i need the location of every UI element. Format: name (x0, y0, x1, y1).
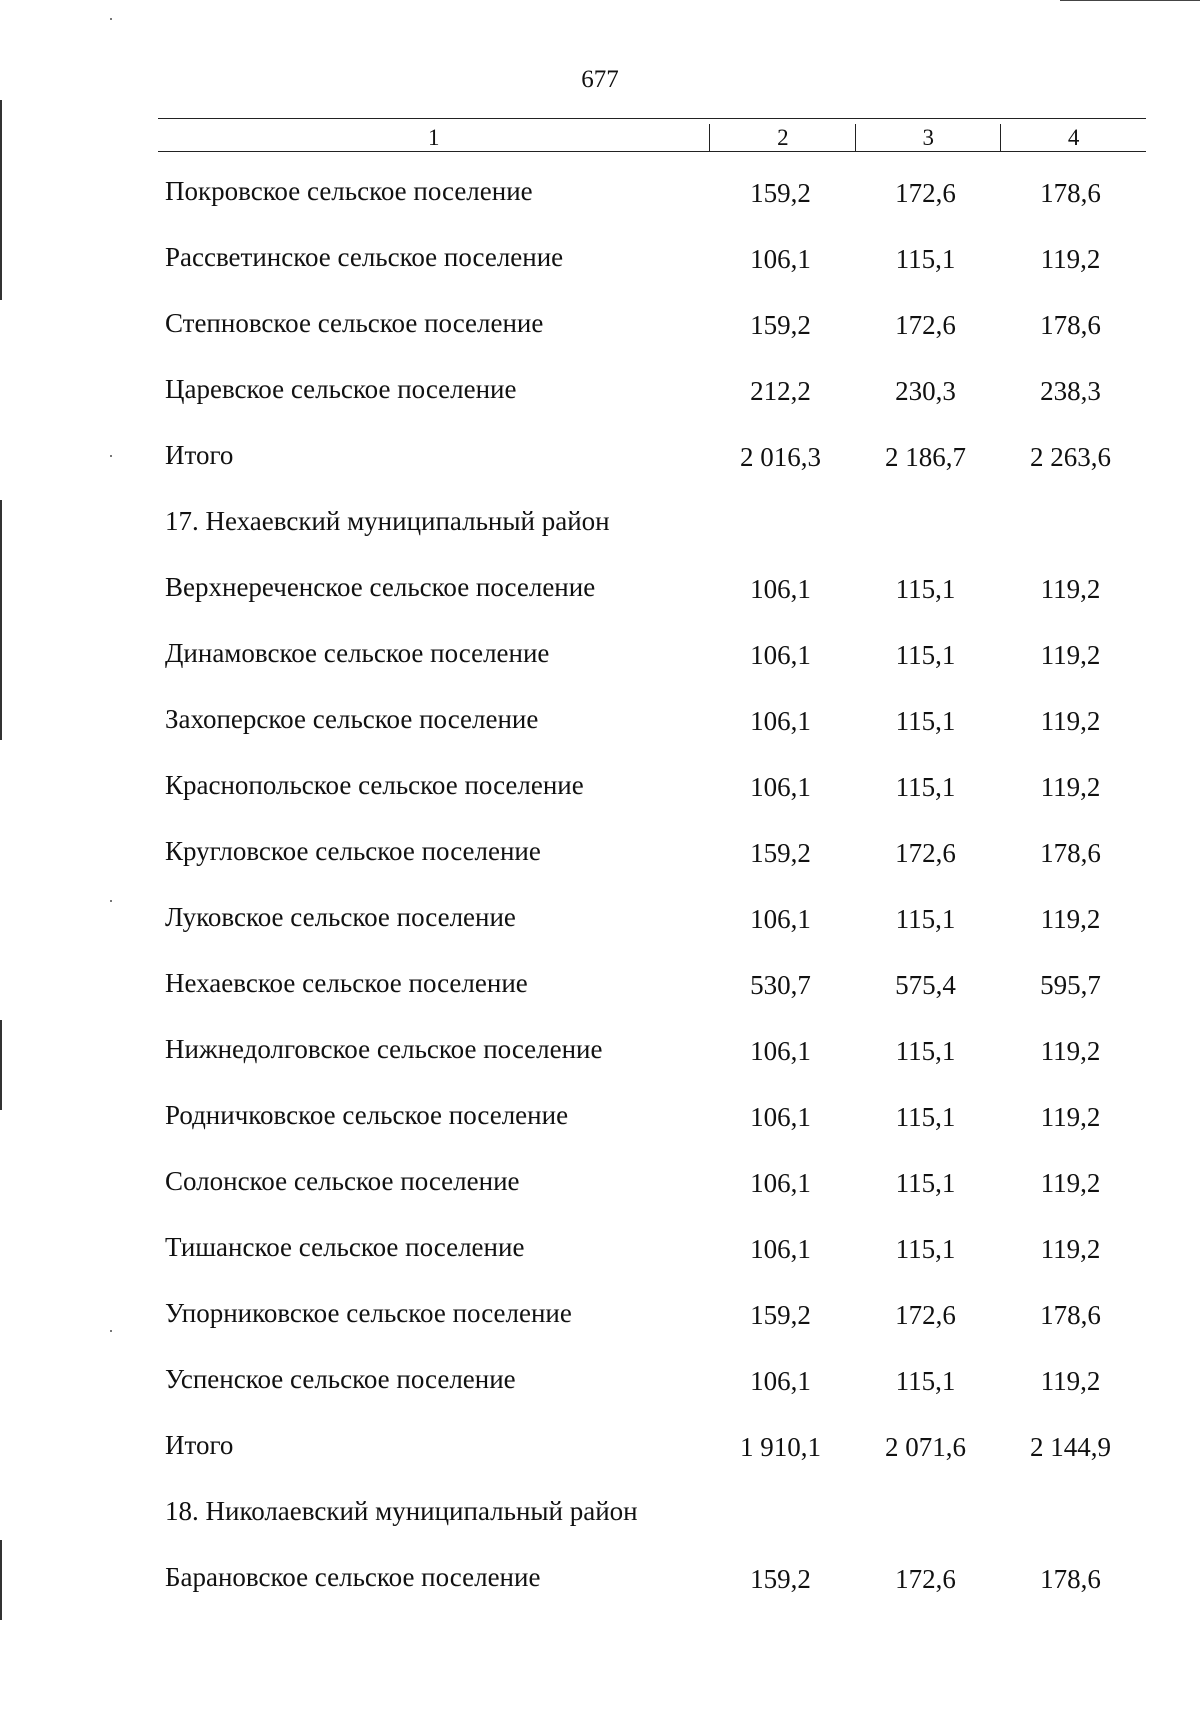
row-name: Рассветинское сельское поселение (165, 242, 564, 272)
row-value-col-4: 119,2 (1040, 244, 1101, 274)
row-value-col-2: 106,1 (750, 904, 811, 934)
row-value-col-2: 106,1 (750, 1102, 811, 1132)
row-name: 17. Нехаевский муниципальный район (165, 506, 610, 536)
row-value-col-3: 115,1 (895, 772, 956, 802)
row-value-col-4: 595,7 (1040, 970, 1101, 1000)
row-value-col-4: 178,6 (1040, 1300, 1101, 1330)
row-value-col-3: 115,1 (895, 1234, 956, 1264)
row-value-col-3: 115,1 (895, 1102, 956, 1132)
scan-speck (110, 18, 112, 20)
header-col-3: 3 (855, 124, 1000, 151)
row-value-col-2: 106,1 (750, 574, 811, 604)
row-value-col-4: 238,3 (1040, 376, 1101, 406)
row-value-col-4: 119,2 (1040, 1036, 1101, 1066)
table-row (0, 1084, 1200, 1150)
page-number: 677 (581, 66, 619, 93)
table-row (0, 820, 1200, 886)
table-row (0, 490, 1200, 556)
row-name: Нижнедолговское сельское поселение (165, 1034, 603, 1064)
table-row (0, 358, 1200, 424)
row-value-col-4: 119,2 (1040, 1366, 1101, 1396)
table-row (0, 226, 1200, 292)
row-value-col-4: 119,2 (1040, 904, 1101, 934)
row-value-col-4: 178,6 (1040, 838, 1101, 868)
row-value-col-3: 115,1 (895, 706, 956, 736)
table-row (0, 1414, 1200, 1480)
row-value-col-2: 106,1 (750, 1366, 811, 1396)
row-value-col-2: 212,2 (750, 376, 811, 406)
row-name: Покровское сельское поселение (165, 176, 533, 206)
row-value-col-4: 119,2 (1040, 706, 1101, 736)
row-name: Нехаевское сельское поселение (165, 968, 528, 998)
table-row (0, 688, 1200, 754)
row-name: Степновское сельское поселение (165, 308, 544, 338)
row-value-col-4: 178,6 (1040, 1564, 1101, 1594)
row-value-col-4: 119,2 (1040, 574, 1101, 604)
table-body (0, 160, 1200, 1612)
table-row (0, 424, 1200, 490)
row-value-col-3: 2 071,6 (885, 1432, 966, 1462)
row-name: Кругловское сельское поселение (165, 836, 541, 866)
row-name: Захоперское сельское поселение (165, 704, 539, 734)
table-row (0, 1018, 1200, 1084)
row-name: Луковское сельское поселение (165, 902, 516, 932)
row-value-col-2: 106,1 (750, 640, 811, 670)
row-value-col-2: 530,7 (750, 970, 811, 1000)
row-value-col-2: 106,1 (750, 772, 811, 802)
table-row (0, 952, 1200, 1018)
row-value-col-4: 2 144,9 (1030, 1432, 1111, 1462)
table-row (0, 556, 1200, 622)
row-value-col-2: 106,1 (750, 244, 811, 274)
row-value-col-4: 119,2 (1040, 1234, 1101, 1264)
row-value-col-3: 172,6 (895, 310, 956, 340)
row-value-col-3: 115,1 (895, 1168, 956, 1198)
table-row (0, 754, 1200, 820)
table-row (0, 886, 1200, 952)
row-name: Краснопольское сельское поселение (165, 770, 584, 800)
table-row (0, 1348, 1200, 1414)
row-value-col-2: 2 016,3 (740, 442, 821, 472)
table-row (0, 1480, 1200, 1546)
row-value-col-4: 2 263,6 (1030, 442, 1111, 472)
table-header (158, 124, 1146, 152)
row-value-col-2: 1 910,1 (740, 1432, 821, 1462)
row-value-col-3: 230,3 (895, 376, 956, 406)
table-row (0, 1216, 1200, 1282)
row-value-col-2: 159,2 (750, 310, 811, 340)
row-name: Итого (165, 1430, 234, 1460)
row-value-col-3: 172,6 (895, 178, 956, 208)
row-value-col-2: 106,1 (750, 1234, 811, 1264)
row-value-col-3: 115,1 (895, 904, 956, 934)
row-value-col-3: 2 186,7 (885, 442, 966, 472)
row-value-col-4: 178,6 (1040, 178, 1101, 208)
row-name: Тишанское сельское поселение (165, 1232, 525, 1262)
row-name: Царевское сельское поселение (165, 374, 517, 404)
row-name: Солонское сельское поселение (165, 1166, 520, 1196)
table-row (0, 292, 1200, 358)
header-col-4: 4 (1000, 124, 1146, 151)
table-row (0, 1282, 1200, 1348)
row-name: Динамовское сельское поселение (165, 638, 550, 668)
row-name: Упорниковское сельское поселение (165, 1298, 572, 1328)
row-value-col-2: 159,2 (750, 178, 811, 208)
header-col-2: 2 (709, 124, 855, 151)
scan-edge-line (1060, 0, 1200, 1)
row-value-col-4: 119,2 (1040, 1102, 1101, 1132)
row-value-col-2: 106,1 (750, 1168, 811, 1198)
row-value-col-3: 172,6 (895, 838, 956, 868)
row-value-col-4: 119,2 (1040, 640, 1101, 670)
row-value-col-4: 119,2 (1040, 1168, 1101, 1198)
row-value-col-2: 159,2 (750, 1300, 811, 1330)
row-name: 18. Николаевский муниципальный район (165, 1496, 638, 1526)
row-value-col-3: 115,1 (895, 640, 956, 670)
row-value-col-2: 159,2 (750, 838, 811, 868)
row-value-col-3: 172,6 (895, 1300, 956, 1330)
row-value-col-3: 115,1 (895, 1366, 956, 1396)
table-row (0, 1546, 1200, 1612)
row-value-col-4: 178,6 (1040, 310, 1101, 340)
row-value-col-2: 106,1 (750, 1036, 811, 1066)
row-value-col-3: 575,4 (895, 970, 956, 1000)
table-header-top-rule (158, 118, 1146, 119)
row-value-col-2: 106,1 (750, 706, 811, 736)
row-name: Успенское сельское поселение (165, 1364, 516, 1394)
table-row (0, 622, 1200, 688)
row-value-col-3: 115,1 (895, 574, 956, 604)
row-value-col-2: 159,2 (750, 1564, 811, 1594)
row-name: Родничковское сельское поселение (165, 1100, 569, 1130)
table-row (0, 160, 1200, 226)
row-name: Верхнереченское сельское поселение (165, 572, 596, 602)
row-value-col-3: 172,6 (895, 1564, 956, 1594)
row-value-col-3: 115,1 (895, 1036, 956, 1066)
header-col-1: 1 (427, 125, 440, 150)
row-name: Итого (165, 440, 234, 470)
row-name: Барановское сельское поселение (165, 1562, 541, 1592)
row-value-col-3: 115,1 (895, 244, 956, 274)
row-value-col-4: 119,2 (1040, 772, 1101, 802)
table-row (0, 1150, 1200, 1216)
